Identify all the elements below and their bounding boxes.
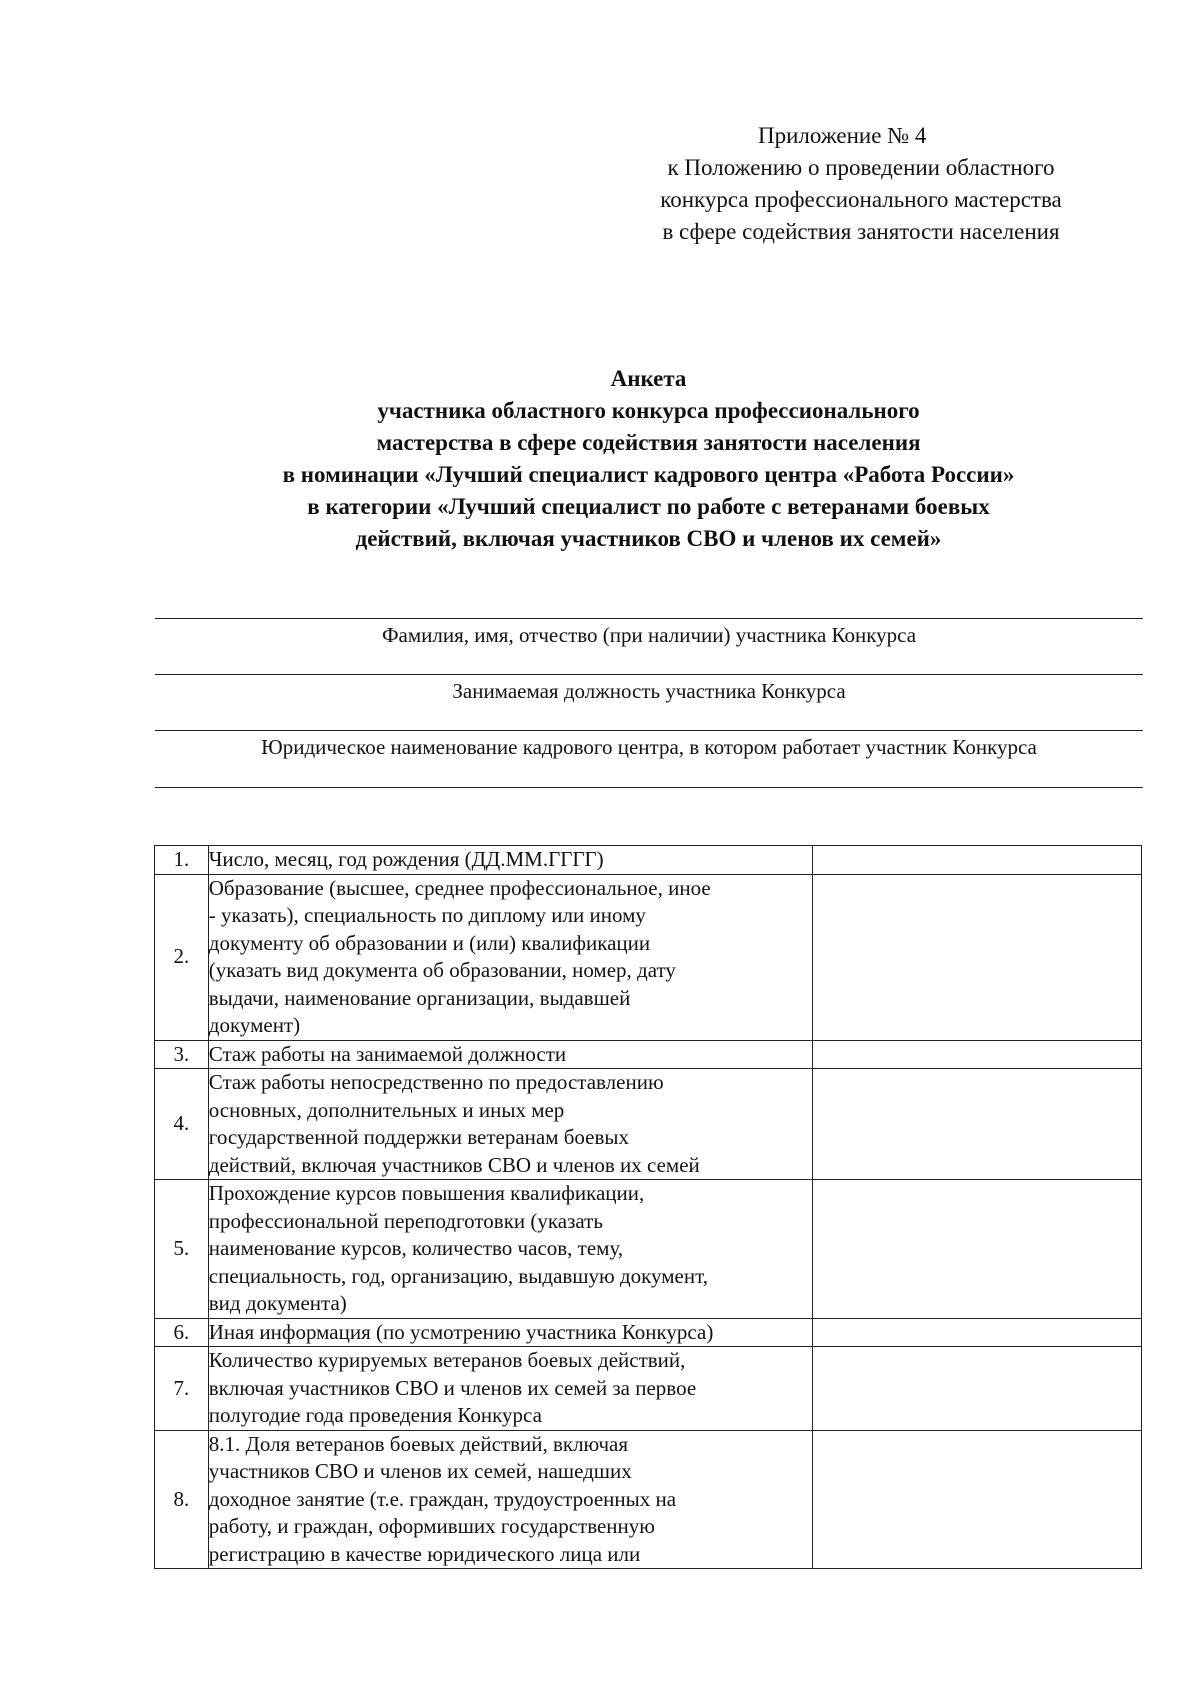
table-row [155, 1318, 1142, 1347]
table-row [155, 1180, 1142, 1319]
row-question [208, 1069, 812, 1180]
table-row [155, 1430, 1142, 1569]
answer-cell[interactable] [813, 1347, 1142, 1431]
questionnaire-table [154, 845, 1142, 1569]
answer-cell[interactable] [813, 1069, 1142, 1180]
table-row [155, 1040, 1142, 1069]
question-line: специальность, год, организацию, выдавшую документ, [208, 1263, 708, 1288]
answer-cell[interactable] [813, 874, 1142, 1040]
question-line: участников СВО и членов их семей, нашедших [208, 1459, 632, 1483]
question-line: Прохождение курсов повышения квалификации, [208, 1181, 645, 1205]
row-number: 4. [155, 1069, 209, 1180]
question-line: Стаж работы на занимаемой должности [208, 1041, 567, 1066]
position-field[interactable]: Занимаемая должность участника Конкурса [155, 674, 1143, 703]
question-line: Число, месяц, год рождения (ДД.ММ.ГГГГ) [208, 847, 604, 871]
row-number: 5. [155, 1180, 209, 1319]
title-line: Анкета [610, 366, 687, 391]
table-row [155, 846, 1142, 875]
answer-cell[interactable] [813, 846, 1142, 875]
row-question [208, 1318, 812, 1347]
question-line: доходное занятие (т.е. граждан, трудоустроенных на [208, 1486, 677, 1511]
row-number: 8. [155, 1430, 209, 1569]
question-line: выдачи, наименование организации, выдавшей [208, 985, 631, 1010]
appendix-header [612, 120, 1110, 248]
row-number: 6. [155, 1318, 209, 1347]
question-line: включая участников СВО и членов их семей за первое [208, 1375, 697, 1400]
appendix-line: к Положению о проведении областного [667, 155, 1055, 180]
row-number: 1. [155, 846, 209, 875]
question-line: (указать вид документа об образовании, номер, дату [208, 958, 676, 982]
question-line: Количество курируемых ветеранов боевых действий, [208, 1348, 686, 1372]
appendix-line: в сфере содействия занятости населения [662, 219, 1060, 244]
question-line: работу, и граждан, оформивших государственную [208, 1514, 655, 1538]
question-line: полугодие года проведения Конкурса [208, 1403, 542, 1427]
row-question [208, 1040, 812, 1069]
row-number: 3. [155, 1040, 209, 1069]
question-line: вид документа) [208, 1291, 347, 1315]
question-line: основных, дополнительных и иных мер [208, 1097, 565, 1122]
row-question [208, 846, 812, 875]
row-question [208, 874, 812, 1040]
question-line: регистрацию в качестве юридического лица или [208, 1541, 641, 1566]
table-row [155, 1069, 1142, 1180]
question-line: профессиональной переподготовки (указать [208, 1208, 603, 1233]
question-line: государственной поддержки ветеранам боевых [208, 1125, 630, 1149]
row-question [208, 1430, 812, 1569]
title-line: действий, включая участников СВО и членов их семей» [355, 526, 942, 551]
document-title [140, 363, 1157, 555]
answer-cell[interactable] [813, 1180, 1142, 1319]
table-row [155, 874, 1142, 1040]
question-line: - указать), специальность по диплому или иному [208, 903, 646, 927]
question-line: Образование (высшее, среднее профессиональное, иное [208, 875, 711, 900]
organization-field[interactable]: Юридическое наименование кадрового центра, в котором работает участник Конкурса [155, 730, 1143, 759]
answer-cell[interactable] [813, 1040, 1142, 1069]
question-line: Стаж работы непосредственно по предоставлению [208, 1070, 664, 1094]
question-line: наименование курсов, количество часов, тему, [208, 1236, 624, 1260]
questionnaire-table-body [155, 846, 1142, 1569]
row-number: 2. [155, 874, 209, 1040]
question-line: Иная информация (по усмотрению участника Конкурса) [208, 1319, 714, 1344]
title-line: участника областного конкурса профессионального [377, 398, 920, 423]
title-line: в номинации «Лучший специалист кадрового центра «Работа России» [282, 462, 1015, 487]
organization-field-bottom-rule [155, 787, 1143, 788]
answer-cell[interactable] [813, 1318, 1142, 1347]
question-line: документу об образовании и (или) квалификации [208, 930, 651, 955]
answer-cell[interactable] [813, 1430, 1142, 1569]
title-line: мастерства в сфере содействия занятости населения [376, 430, 921, 455]
table-row [155, 1347, 1142, 1431]
row-question [208, 1347, 812, 1431]
question-line: действий, включая участников СВО и членов их семей [208, 1152, 700, 1177]
appendix-line: конкурса профессионального мастерства [660, 187, 1062, 212]
appendix-line: Приложение № 4 [758, 123, 927, 148]
question-line: 8.1. Доля ветеранов боевых действий, включая [208, 1431, 628, 1456]
row-number: 7. [155, 1347, 209, 1431]
title-line: в категории «Лучший специалист по работе с ветеранами боевых [307, 494, 990, 519]
row-question [208, 1180, 812, 1319]
full-name-field[interactable]: Фамилия, имя, отчество (при наличии) участника Конкурса [155, 618, 1143, 647]
question-line: документ) [208, 1013, 301, 1037]
